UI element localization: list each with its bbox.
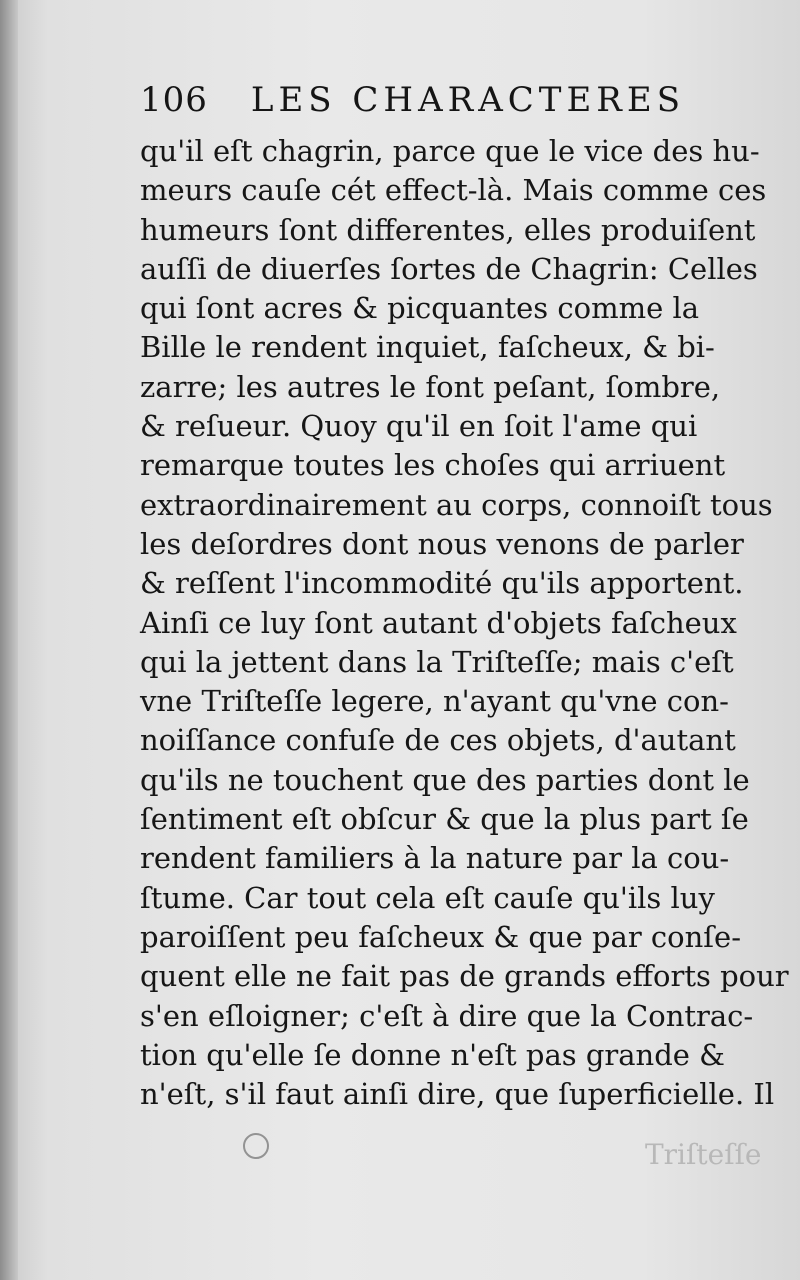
text-line: zarre; les autres le font peſant, ſombre, (140, 369, 721, 404)
text-line: qu'il eſt chagrin, parce que le vice des hu- (140, 134, 760, 168)
text-line: noiſſance confuſe de ces objets, d'autant (140, 723, 736, 758)
text-line: Ainſi ce luy ſont autant d'objets faſcheux (140, 605, 737, 640)
text-line: rendent familiers à la nature par la cou- (140, 841, 730, 876)
text-line: humeurs ſont differentes, elles produiſent (140, 212, 756, 247)
signature-circle-mark (243, 1133, 269, 1159)
page-header (140, 80, 685, 132)
text-line: meurs cauſe cét effect-là. Mais comme ces (140, 173, 767, 208)
text-line: Bille le rendent inquiet, faſcheux, & bi- (140, 330, 715, 365)
text-line: ſentiment eſt obſcur & que la plus part ſe (140, 802, 749, 837)
text-line: qui la jettent dans la Triſteſſe; mais c'eſt (140, 644, 734, 679)
text-line: & reſueur. Quoy qu'il en ſoit l'ame qui (140, 409, 698, 444)
text-line: ſtume. Car tout cela eſt cauſe qu'ils luy (140, 880, 715, 915)
text-line: remarque toutes les choſes qui arriuent (140, 448, 726, 483)
text-line: les deſordres dont nous venons de parler (140, 526, 744, 561)
page-number: 106 (140, 80, 208, 120)
text-line: auſſi de diuerſes ſortes de Chagrin: Celles (140, 251, 758, 286)
text-line: extraordinairement au corps, connoiſt tous (140, 487, 773, 522)
running-head: LES CHARACTERES (250, 80, 685, 120)
text-line: s'en eſloigner; c'eſt à dire que la Contrac- (140, 998, 754, 1033)
text-line: & reſſent l'incommodité qu'ils apportent. (140, 566, 744, 601)
text-line: qu'ils ne touchent que des parties dont le (140, 762, 750, 797)
text-line: n'eſt, s'il faut ainſi dire, que ſuperficielle. Il (140, 1077, 775, 1112)
text-line: tion qu'elle ſe donne n'eſt pas grande & (140, 1037, 725, 1072)
text-line: qui ſont acres & picquantes comme la (140, 291, 700, 326)
text-line: quent elle ne fait pas de grands efforts pour (140, 959, 789, 994)
body-text (140, 132, 789, 1114)
binding-gutter (0, 0, 18, 1280)
text-line: vne Triſteſſe legere, n'ayant qu'vne con- (140, 684, 729, 719)
catchword: Triſteſſe (645, 1138, 762, 1171)
text-line: paroiſſent peu faſcheux & que par conſe- (140, 919, 741, 954)
